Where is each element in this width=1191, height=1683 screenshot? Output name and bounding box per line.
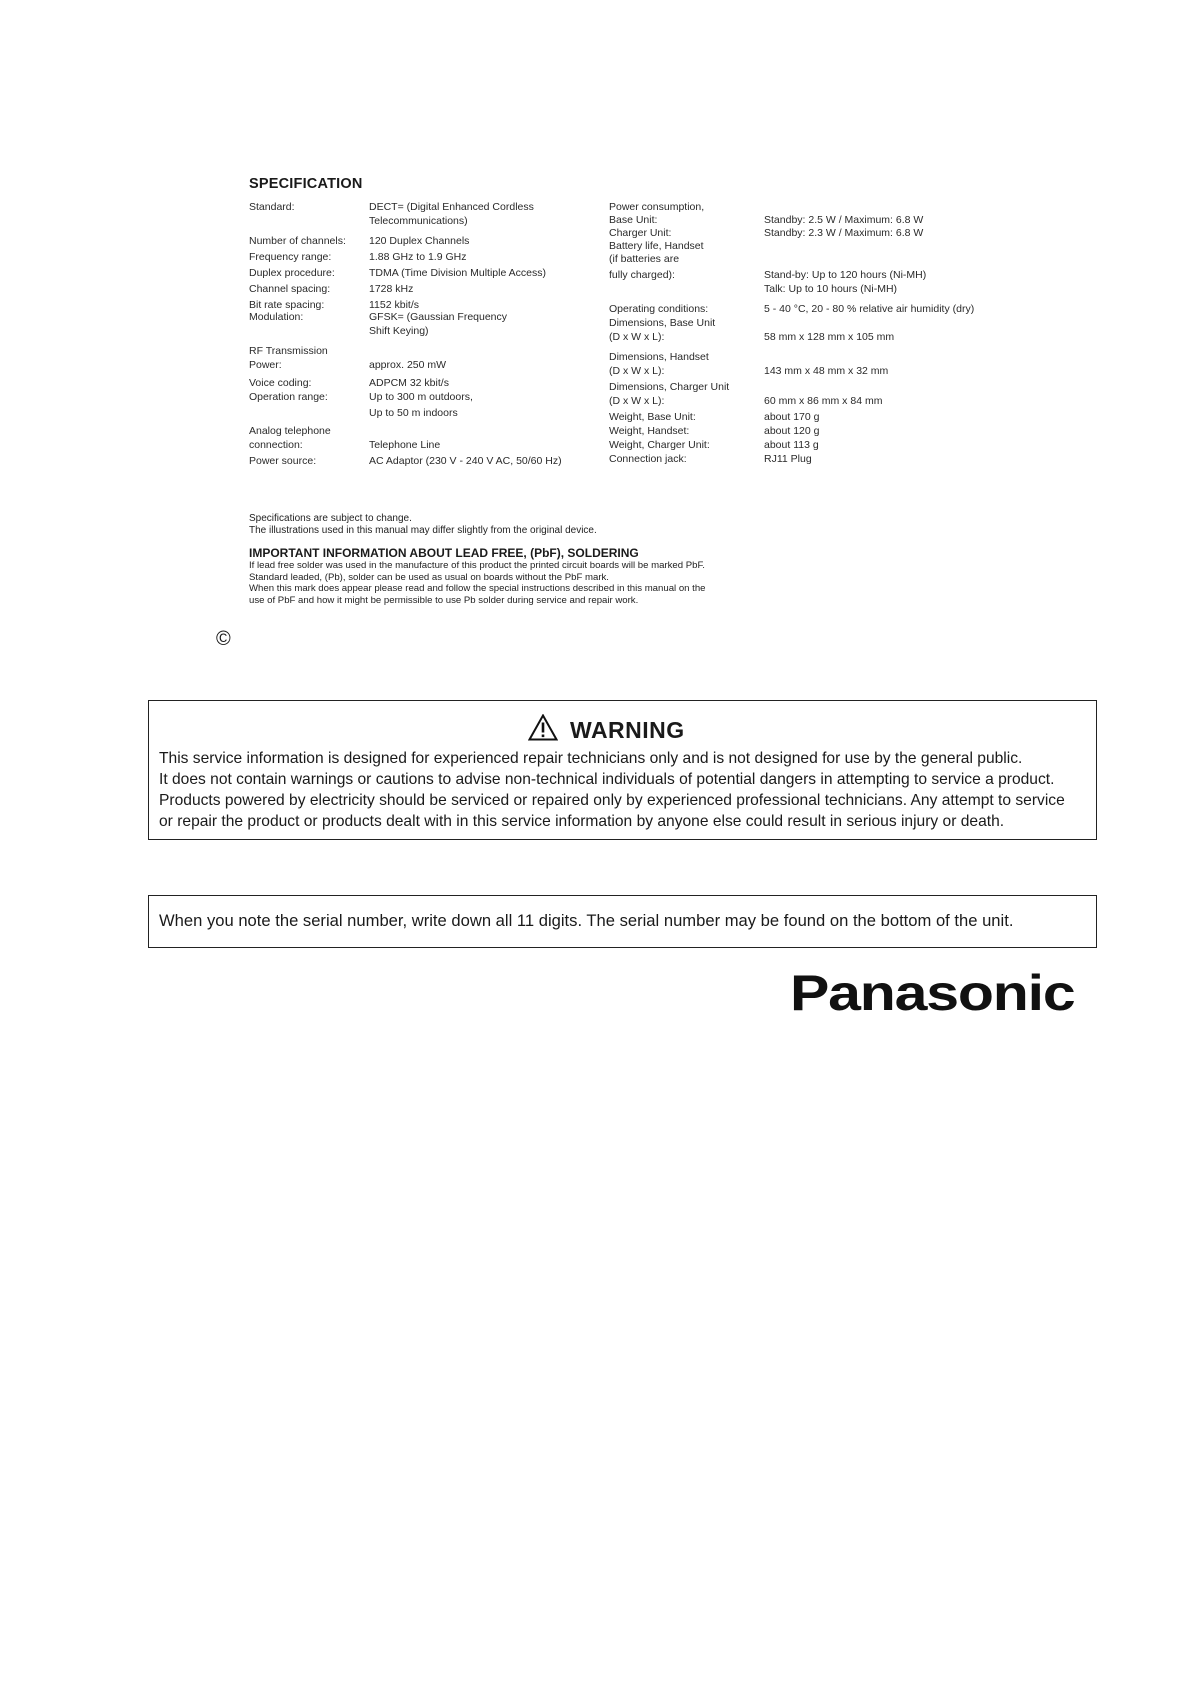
- spec-left-label: Operation range:: [249, 391, 328, 403]
- spec-right-value: 58 mm x 128 mm x 105 mm: [764, 331, 895, 343]
- spec-left-label: RF Transmission: [249, 345, 328, 357]
- lead-line: When this mark does appear please read and follow the special instructions described in this manual on the: [249, 583, 706, 595]
- spec-left-label: Duplex procedure:: [249, 267, 335, 279]
- spec-title: SPECIFICATION: [249, 176, 363, 192]
- lead-line: Standard leaded, (Pb), solder can be used as usual on boards without the PbF mark.: [249, 571, 609, 583]
- lead-line: If lead free solder was used in the manufacture of this product the printed circuit boards will be marked PbF.: [249, 560, 705, 571]
- spec-left-label: Frequency range:: [249, 251, 332, 263]
- spec-left-value: 1728 kHz: [369, 283, 414, 295]
- copyright-icon: ©: [216, 628, 231, 650]
- notes-line-1: Specifications are subject to change.: [249, 513, 412, 524]
- lead-free-title: IMPORTANT INFORMATION ABOUT LEAD FREE, (PbF), SOLDERING: [249, 546, 639, 560]
- spec-left-value: 120 Duplex Channels: [369, 235, 470, 247]
- spec-right-value: 60 mm x 86 mm x 84 mm: [764, 395, 883, 407]
- spec-right-value: RJ11 Plug: [764, 453, 812, 465]
- spec-right-label: Power consumption,: [609, 201, 705, 213]
- spec-right-value: 5 - 40 °C, 20 - 80 % relative air humidity (dry): [764, 303, 975, 315]
- spec-left-label: Power:: [249, 359, 282, 371]
- spec-left-label: Channel spacing:: [249, 283, 331, 295]
- spec-right-label: Weight, Charger Unit:: [609, 439, 710, 451]
- spec-notes: [249, 513, 597, 538]
- spec-right-label: (D x W x L):: [609, 331, 665, 343]
- spec-left-label: Power source:: [249, 455, 317, 467]
- spec-right-value: Talk: Up to 10 hours (Ni-MH): [764, 283, 898, 295]
- warning-text: [159, 748, 1065, 832]
- spec-left-label: Bit rate spacing:: [249, 299, 325, 311]
- spec-left-value: ADPCM 32 kbit/s: [369, 377, 449, 389]
- spec-left-value: AC Adaptor (230 V - 240 V AC, 50/60 Hz): [369, 455, 562, 467]
- spec-right-label: Operating conditions:: [609, 303, 709, 315]
- spec-left-label: connection:: [249, 439, 303, 451]
- spec-right-label: Base Unit:: [609, 214, 658, 226]
- spec-right-value: about 170 g: [764, 411, 820, 423]
- spec-right-value: Standby: 2.3 W / Maximum: 6.8 W: [764, 227, 924, 239]
- spec-right-value: 143 mm x 48 mm x 32 mm: [764, 365, 889, 377]
- lead-line: use of PbF and how it might be permissible to use Pb solder during service and repair work.: [249, 594, 639, 606]
- warning-triangle-icon: [528, 714, 558, 746]
- spec-right-label: Battery life, Handset: [609, 240, 704, 252]
- notes-line-2: The illustrations used in this manual may differ slightly from the original device.: [249, 525, 597, 537]
- spec-right-label: Connection jack:: [609, 453, 687, 465]
- spec-right-label: Dimensions, Charger Unit: [609, 381, 730, 393]
- lead-free-text: [249, 560, 706, 606]
- spec-left-label: Standard:: [249, 201, 295, 213]
- spec-right-value: Stand-by: Up to 120 hours (Ni-MH): [764, 269, 927, 281]
- spec-left-label: Analog telephone: [249, 425, 331, 437]
- brand-logo: Panasonic: [790, 965, 1075, 1021]
- spec-right-label: Weight, Handset:: [609, 425, 690, 437]
- spec-right-value: about 113 g: [764, 439, 819, 451]
- spec-right-label: (if batteries are: [609, 253, 680, 265]
- warning-line: Products powered by electricity should be serviced or repaired only by experienced professional technicians. Any attempt to service: [159, 792, 1065, 809]
- warning-title: WARNING: [570, 716, 685, 743]
- spec-right-value: Standby: 2.5 W / Maximum: 6.8 W: [764, 214, 924, 226]
- spec-left-value: 1152 kbit/s: [369, 299, 420, 311]
- spec-right-label: fully charged):: [609, 269, 675, 281]
- warning-header: [528, 714, 685, 746]
- spec-left-value: TDMA (Time Division Multiple Access): [369, 267, 546, 279]
- spec-left-label: Number of channels:: [249, 235, 346, 247]
- spec-left-value: DECT= (Digital Enhanced Cordless: [369, 201, 534, 213]
- serial-note: When you note the serial number, write down all 11 digits. The serial number may be found on the bottom of the unit.: [159, 911, 1014, 930]
- warning-line: It does not contain warnings or cautions to advise non-technical individuals of potential dangers in attempting to service a product.: [159, 771, 1055, 788]
- spec-left-value: Up to 50 m indoors: [369, 407, 458, 419]
- spec-right-label: Weight, Base Unit:: [609, 411, 696, 423]
- spec-right-label: Dimensions, Handset: [609, 351, 709, 363]
- spec-right-label: Dimensions, Base Unit: [609, 317, 716, 329]
- spec-left-value: Telecommunications): [369, 215, 468, 227]
- spec-left-value: Up to 300 m outdoors,: [369, 391, 473, 403]
- spec-left-label: Modulation:: [249, 311, 304, 323]
- spec-left-value: Shift Keying): [369, 325, 429, 337]
- spec-right-label: (D x W x L):: [609, 395, 665, 407]
- warning-line: This service information is designed for experienced repair technicians only and is not designed for use by the general public.: [159, 750, 1023, 767]
- spec-right-label: (D x W x L):: [609, 365, 665, 377]
- spec-left-value: GFSK= (Gaussian Frequency: [369, 311, 508, 323]
- spec-left-value: Telephone Line: [369, 439, 441, 451]
- spec-left-value: approx. 250 mW: [369, 359, 447, 371]
- warning-line: or repair the product or products dealt with in this service information by anyone else could result in serious injury or death.: [159, 813, 1005, 830]
- spec-right-value: about 120 g: [764, 425, 820, 437]
- spec-left-label: Voice coding:: [249, 377, 312, 389]
- spec-right-label: Charger Unit:: [609, 227, 672, 239]
- spec-left-value: 1.88 GHz to 1.9 GHz: [369, 251, 467, 263]
